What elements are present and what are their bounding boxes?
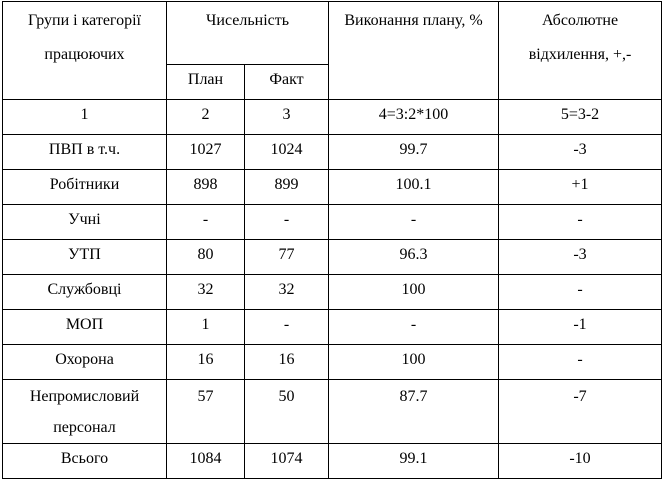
dev-cell: -7	[499, 380, 662, 444]
dev-cell: -1	[499, 310, 662, 345]
group-cell: УТП	[3, 240, 167, 275]
total-row	[3, 444, 662, 479]
plan-cell: 80	[167, 240, 245, 275]
group-cell: Непромисловий персонал	[3, 380, 167, 444]
index-cell: 1	[3, 100, 167, 135]
header-execution: Виконання плану, %	[329, 2, 499, 100]
plan-cell: 16	[167, 345, 245, 380]
plan-cell: -	[167, 205, 245, 240]
plan-cell: 1084	[167, 444, 245, 479]
exec-cell: 100	[329, 345, 499, 380]
index-cell: 2	[167, 100, 245, 135]
table-row	[3, 380, 662, 444]
exec-cell: 99.7	[329, 135, 499, 170]
table-row	[3, 345, 662, 380]
exec-cell: -	[329, 205, 499, 240]
fact-cell: 32	[245, 275, 329, 310]
dev-cell: -	[499, 345, 662, 380]
plan-cell: 898	[167, 170, 245, 205]
exec-cell: 100	[329, 275, 499, 310]
fact-cell: 77	[245, 240, 329, 275]
dev-cell: +1	[499, 170, 662, 205]
group-cell: ПВП в т.ч.	[3, 135, 167, 170]
header-plan: План	[167, 65, 245, 100]
dev-cell: -10	[499, 444, 662, 479]
exec-cell: -	[329, 310, 499, 345]
plan-cell: 1027	[167, 135, 245, 170]
group-cell: Службовці	[3, 275, 167, 310]
header-count: Чисельність	[167, 2, 329, 65]
fact-cell: -	[245, 205, 329, 240]
table-row	[3, 135, 662, 170]
table-row	[3, 240, 662, 275]
header-deviation: Абсолютне відхилення, +,-	[499, 2, 662, 100]
header-groups: Групи і категорії працюючих	[3, 2, 167, 100]
index-cell: 4=3:2*100	[329, 100, 499, 135]
fact-cell: 1024	[245, 135, 329, 170]
plan-cell: 1	[167, 310, 245, 345]
dev-cell: -	[499, 275, 662, 310]
header-fact: Факт	[245, 65, 329, 100]
index-row	[3, 100, 662, 135]
table-row	[3, 205, 662, 240]
dev-cell: -3	[499, 240, 662, 275]
dev-cell: -3	[499, 135, 662, 170]
fact-cell: 1074	[245, 444, 329, 479]
group-cell: МОП	[3, 310, 167, 345]
index-cell: 3	[245, 100, 329, 135]
table-row	[3, 275, 662, 310]
table-row	[3, 310, 662, 345]
exec-cell: 96.3	[329, 240, 499, 275]
exec-cell: 100.1	[329, 170, 499, 205]
group-cell: Учні	[3, 205, 167, 240]
plan-cell: 32	[167, 275, 245, 310]
fact-cell: 16	[245, 345, 329, 380]
header-row	[3, 2, 662, 65]
table-row	[3, 170, 662, 205]
fact-cell: -	[245, 310, 329, 345]
index-cell: 5=3-2	[499, 100, 662, 135]
fact-cell: 899	[245, 170, 329, 205]
exec-cell: 99.1	[329, 444, 499, 479]
group-cell: Охорона	[3, 345, 167, 380]
fact-cell: 50	[245, 380, 329, 444]
dev-cell: -	[499, 205, 662, 240]
plan-cell: 57	[167, 380, 245, 444]
workforce-table	[2, 1, 662, 479]
group-cell: Робітники	[3, 170, 167, 205]
exec-cell: 87.7	[329, 380, 499, 444]
group-cell: Всього	[3, 444, 167, 479]
